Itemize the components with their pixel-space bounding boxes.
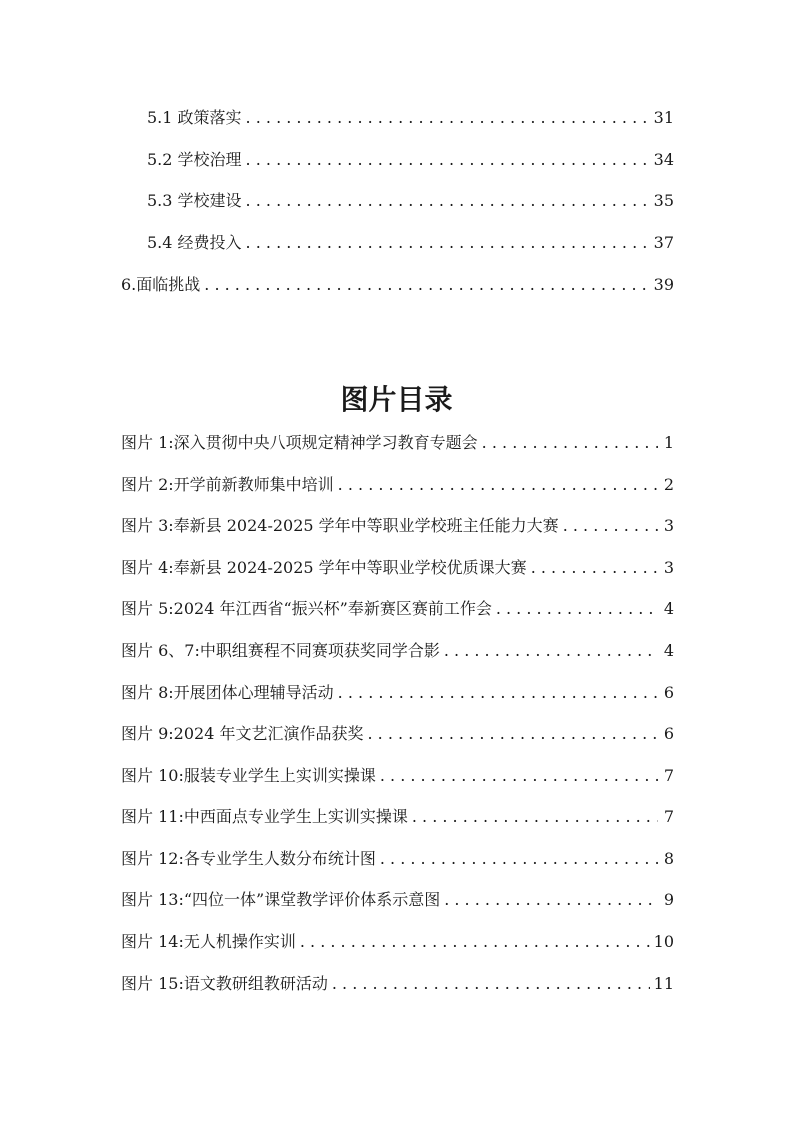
- figure-entry-page: 9: [663, 890, 674, 909]
- figure-entry-page: 6: [663, 724, 674, 743]
- figure-entry-label: 图片 2:开学前新教师集中培训: [121, 475, 334, 494]
- figure-entry-label: 图片 9:2024 年文艺汇演作品获奖: [121, 724, 364, 743]
- toc-entry-5-4[interactable]: [147, 232, 674, 254]
- toc-entry-page: 39: [653, 275, 674, 294]
- figure-entry-label: 图片 10:服装专业学生上实训实操课: [121, 766, 376, 785]
- toc-entry-page: 37: [653, 233, 674, 252]
- figure-entry-page: 1: [663, 433, 674, 452]
- dot-leader: [531, 557, 658, 579]
- figure-entry[interactable]: [121, 889, 674, 911]
- figure-entry-label: 图片 6、7:中职组赛程不同赛项获奖同学合影: [121, 641, 440, 660]
- figure-entry-page: 7: [663, 807, 674, 826]
- toc-entry-label: 5.1 政策落实: [147, 108, 242, 127]
- figure-entry[interactable]: [121, 848, 674, 870]
- figure-entry-label: 图片 8:开展团体心理辅导活动: [121, 683, 334, 702]
- figure-entry[interactable]: [121, 432, 674, 454]
- dot-leader: [412, 806, 658, 828]
- dot-leader: [300, 931, 650, 953]
- dot-leader: [332, 973, 650, 995]
- figure-entry-label: 图片 15:语文教研组教研活动: [121, 974, 328, 993]
- figure-entry-page: 8: [663, 849, 674, 868]
- dot-leader: [338, 474, 658, 496]
- figure-entry-page: 7: [663, 766, 674, 785]
- figure-entry[interactable]: [121, 474, 674, 496]
- figure-entry-page: 3: [663, 558, 674, 577]
- figure-toc-title: 图片目录: [340, 383, 453, 416]
- dot-leader: [380, 848, 658, 870]
- dot-leader: [246, 190, 650, 212]
- dot-leader: [444, 889, 658, 911]
- figure-entry[interactable]: [121, 515, 674, 537]
- figure-entry[interactable]: [121, 765, 674, 787]
- toc-entry-5-1[interactable]: [147, 107, 674, 129]
- toc-entry-page: 35: [653, 191, 674, 210]
- figure-entry-page: 4: [663, 641, 674, 660]
- figure-entry-label: 图片 4:奉新县 2024-2025 学年中等职业学校优质课大赛: [121, 558, 527, 577]
- figure-entry-page: 6: [663, 683, 674, 702]
- toc-entry-label: 5.3 学校建设: [147, 191, 242, 210]
- dot-leader: [496, 598, 658, 620]
- toc-entry-6[interactable]: [121, 274, 674, 296]
- figure-entry-page: 3: [663, 516, 674, 535]
- figure-entry[interactable]: [121, 806, 674, 828]
- figure-entry[interactable]: [121, 598, 674, 620]
- figure-entry[interactable]: [121, 973, 674, 995]
- dot-leader: [367, 723, 658, 745]
- figure-entry[interactable]: [121, 557, 674, 579]
- dot-leader: [246, 107, 650, 129]
- figure-entry-label: 图片 3:奉新县 2024-2025 学年中等职业学校班主任能力大赛: [121, 516, 559, 535]
- toc-entry-label: 5.2 学校治理: [147, 150, 242, 169]
- figure-entry-label: 图片 1:深入贯彻中央八项规定精神学习教育专题会: [121, 433, 478, 452]
- toc-entry-page: 31: [653, 108, 674, 127]
- dot-leader: [246, 232, 650, 254]
- dot-leader: [563, 515, 658, 537]
- dot-leader: [204, 274, 649, 296]
- toc-entry-5-2[interactable]: [147, 149, 674, 171]
- toc-entry-label: 6.面临挑战: [121, 275, 201, 294]
- figure-entry[interactable]: [121, 682, 674, 704]
- figure-entry[interactable]: [121, 723, 674, 745]
- figure-entry-page: 11: [653, 974, 674, 993]
- figure-entry[interactable]: [121, 640, 674, 662]
- toc-entry-5-3[interactable]: [147, 190, 674, 212]
- figure-entry-page: 4: [663, 599, 674, 618]
- toc-entry-label: 5.4 经费投入: [147, 233, 242, 252]
- figure-entry-page: 10: [653, 932, 674, 951]
- dot-leader: [380, 765, 658, 787]
- figure-entry-label: 图片 5:2024 年江西省“振兴杯”奉新赛区赛前工作会: [121, 599, 492, 618]
- figure-entry-label: 图片 14:无人机操作实训: [121, 932, 296, 951]
- figure-entry-label: 图片 13:“四位一体”课堂教学评价体系示意图: [121, 890, 441, 909]
- figure-entry-page: 2: [663, 475, 674, 494]
- toc-entry-page: 34: [653, 150, 674, 169]
- dot-leader: [444, 640, 658, 662]
- figure-entry-label: 图片 11:中西面点专业学生上实训实操课: [121, 807, 408, 826]
- dot-leader: [482, 432, 658, 454]
- dot-leader: [338, 682, 658, 704]
- figure-entry-label: 图片 12:各专业学生人数分布统计图: [121, 849, 376, 868]
- figure-entry[interactable]: [121, 931, 674, 953]
- dot-leader: [246, 149, 650, 171]
